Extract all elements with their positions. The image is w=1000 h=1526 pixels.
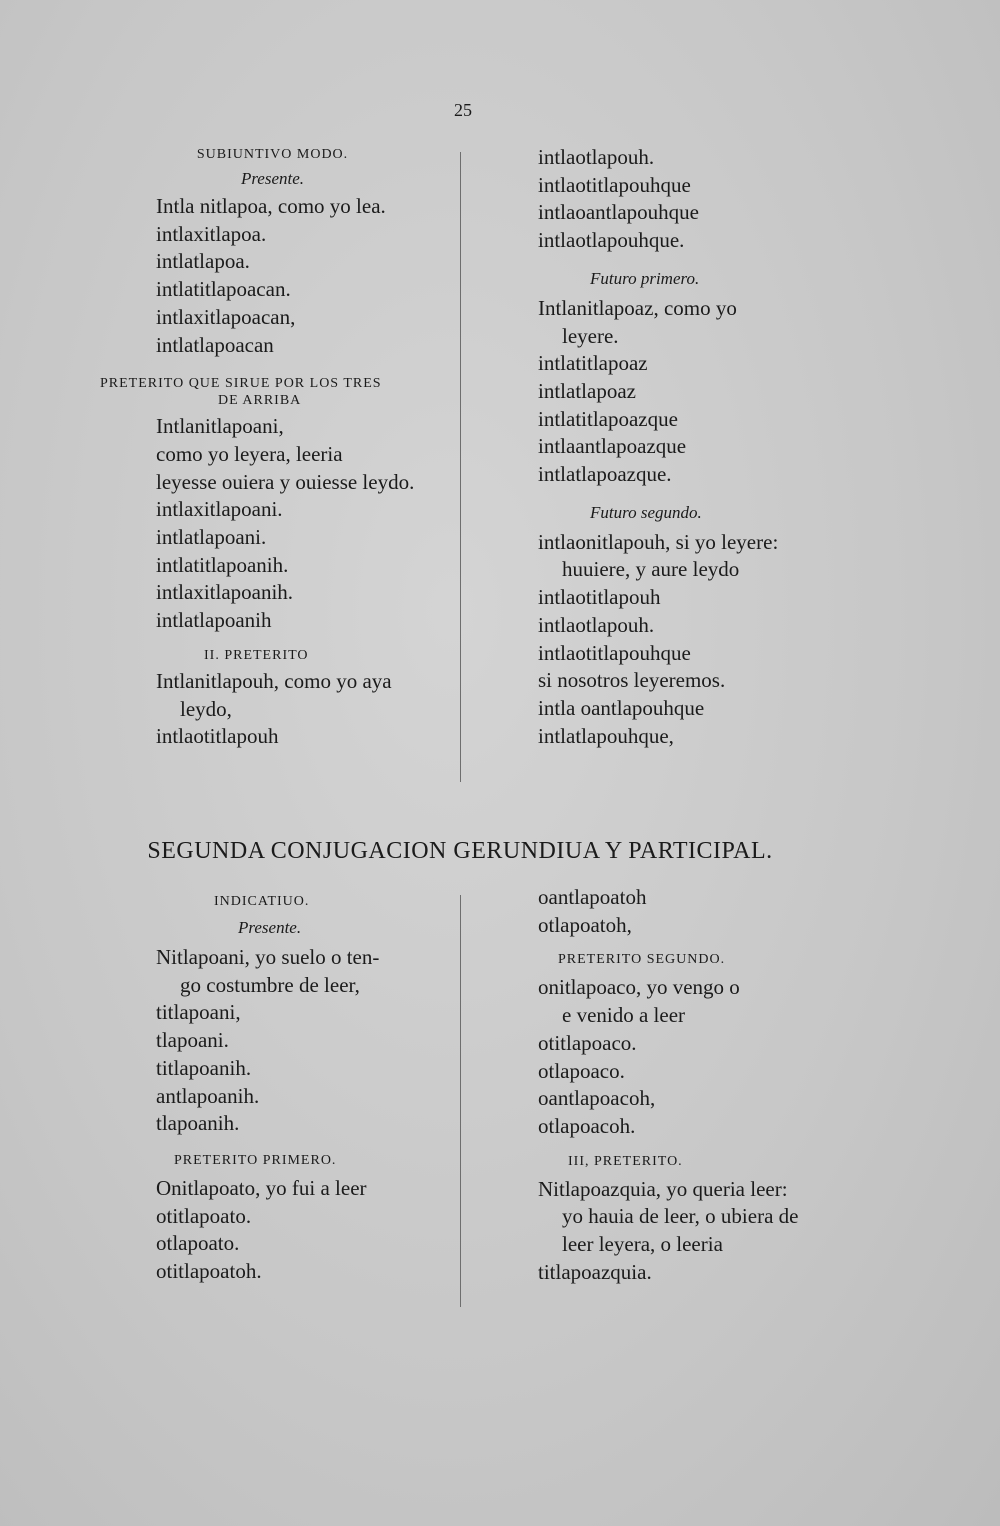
text-line: intlaonitlapouh, si yo leyere:	[538, 529, 779, 554]
text-line: intlaantlapoazque	[538, 434, 687, 459]
text-line: intlatlapoa.	[156, 249, 250, 274]
text-line: como yo leyera, leeria	[156, 441, 343, 466]
text-line: Intlanitlapouh, como yo aya	[156, 668, 392, 693]
indicatiuo-continued-forms	[538, 884, 868, 939]
text-line: intlaxitlapoacan,	[156, 304, 296, 329]
futuro-segundo-subheading: Futuro segundo.	[590, 502, 702, 522]
text-line: antlapoanih.	[156, 1083, 260, 1108]
column-divider	[460, 895, 461, 1307]
subiuntivo-present-forms	[100, 193, 445, 359]
text-line: intlaoantlapouhque	[538, 200, 699, 225]
text-line: huuiere, y aure leydo	[562, 557, 740, 582]
text-line: leyere.	[562, 323, 619, 348]
text-line: intlaotitlapouhque	[538, 640, 691, 665]
preterito-primero-forms	[156, 1175, 456, 1286]
section1-left-column	[100, 146, 445, 751]
preterito-sirue-heading-line1: PRETERITO QUE SIRUE POR LOS TRES	[100, 376, 382, 392]
column-divider	[460, 152, 461, 782]
iii-preterito-heading: III, PRETERITO.	[568, 1153, 683, 1169]
text-line: Nitlapoazquia, yo queria leer:	[538, 1176, 788, 1201]
text-line: intlatitlapoazque	[538, 406, 678, 431]
text-line: tlapoanih.	[156, 1111, 240, 1136]
text-line: intlaotlapouh.	[538, 612, 655, 637]
text-line: go costumbre de leer,	[180, 972, 360, 997]
iii-preterito-forms	[538, 1176, 868, 1287]
text-line: titlapoani,	[156, 1000, 241, 1025]
text-line: otlapoato.	[156, 1231, 240, 1256]
text-line: intlaxitlapoa.	[156, 221, 267, 246]
text-line: intla oantlapouhque	[538, 695, 705, 720]
text-line: intlaotlapouh.	[538, 145, 655, 169]
ii-preterito-forms	[100, 668, 445, 751]
futuro-segundo-forms	[538, 529, 868, 751]
text-line: intlaotitlapouh	[156, 724, 279, 749]
futuro-primero-forms	[538, 295, 868, 489]
ii-preterito-heading: II. PRETERITO	[204, 647, 309, 663]
futuro-primero-subheading: Futuro primero.	[590, 268, 700, 288]
preterito-segundo-heading: PRETERITO SEGUNDO.	[558, 952, 726, 968]
text-line: intlatitlapoanih.	[156, 552, 289, 577]
text-line: Intlanitlapoani,	[156, 414, 284, 439]
text-line: otlapoaco.	[538, 1058, 625, 1083]
text-line: intlaotlapouhque.	[538, 228, 685, 253]
text-line: otitlapoaco.	[538, 1030, 637, 1055]
segunda-conjugacion-title: SEGUNDA CONJUGACION GERUNDIUA Y PARTICIPAL.	[147, 838, 773, 864]
text-line: intlatlapoacan	[156, 332, 274, 357]
text-line: oantlapoacoh,	[538, 1086, 656, 1111]
text-line: intlaotitlapouhque	[538, 172, 691, 197]
subiuntivo-continued-forms	[538, 144, 868, 255]
text-line: intlatlapoanih	[156, 608, 272, 633]
text-line: otitlapoatoh.	[156, 1259, 262, 1284]
text-line: otitlapoato.	[156, 1203, 252, 1228]
text-line: intlatitlapoaz	[538, 351, 648, 376]
text-line: e venido a leer	[562, 1003, 686, 1028]
text-line: intlaotitlapouh	[538, 585, 661, 610]
text-line: intlatlapoazque.	[538, 462, 672, 487]
section2-right-column	[538, 884, 868, 1286]
text-line: otlapoatoh,	[538, 912, 632, 937]
text-line: intlaxitlapoani.	[156, 497, 283, 522]
section2-left-column	[156, 893, 456, 1286]
text-line: leyesse ouiera y ouiesse leydo.	[156, 469, 415, 494]
preterito-segundo-forms	[538, 974, 868, 1140]
text-line: titlapoanih.	[156, 1055, 252, 1080]
preterito-sirue-heading-line2: DE ARRIBA	[218, 393, 302, 409]
text-line: intlatitlapoacan.	[156, 277, 291, 302]
page-number: 25	[454, 100, 472, 120]
text-line: intlatlapouhque,	[538, 723, 674, 748]
section1-right-column	[538, 144, 868, 750]
text-line: intlatlapoaz	[538, 378, 636, 403]
text-line: otlapoacoh.	[538, 1113, 636, 1138]
text-line: intlaxitlapoanih.	[156, 580, 294, 605]
text-line: tlapoani.	[156, 1028, 229, 1053]
indicatiuo-heading: INDICATIUO.	[214, 894, 310, 909]
text-line: leer leyera, o leeria	[562, 1232, 723, 1257]
text-line: yo hauia de leer, o ubiera de	[562, 1204, 799, 1229]
preterito-primero-heading: PRETERITO PRIMERO.	[174, 1152, 337, 1168]
text-line: Nitlapoani, yo suelo o ten-	[156, 945, 380, 969]
text-line: leydo,	[180, 696, 232, 721]
text-line: onitlapoaco, yo vengo o	[538, 975, 740, 1000]
text-line: Onitlapoato, yo fui a leer	[156, 1175, 367, 1200]
text-line: oantlapoatoh	[538, 885, 647, 909]
preterito-sirue-forms	[100, 413, 445, 635]
subiuntivo-heading: SUBIUNTIVO MODO.	[196, 147, 349, 162]
presente-subheading: Presente.	[238, 918, 302, 937]
text-line: Intlanitlapoaz, como yo	[538, 295, 737, 320]
text-line: titlapoazquia.	[538, 1259, 652, 1284]
indicatiuo-present-forms	[156, 944, 456, 1138]
presente-subheading: Presente.	[240, 169, 305, 188]
text-line: si nosotros leyeremos.	[538, 668, 726, 693]
text-line: intlatlapoani.	[156, 525, 267, 550]
text-line: Intla nitlapoa, como yo lea.	[156, 194, 386, 218]
